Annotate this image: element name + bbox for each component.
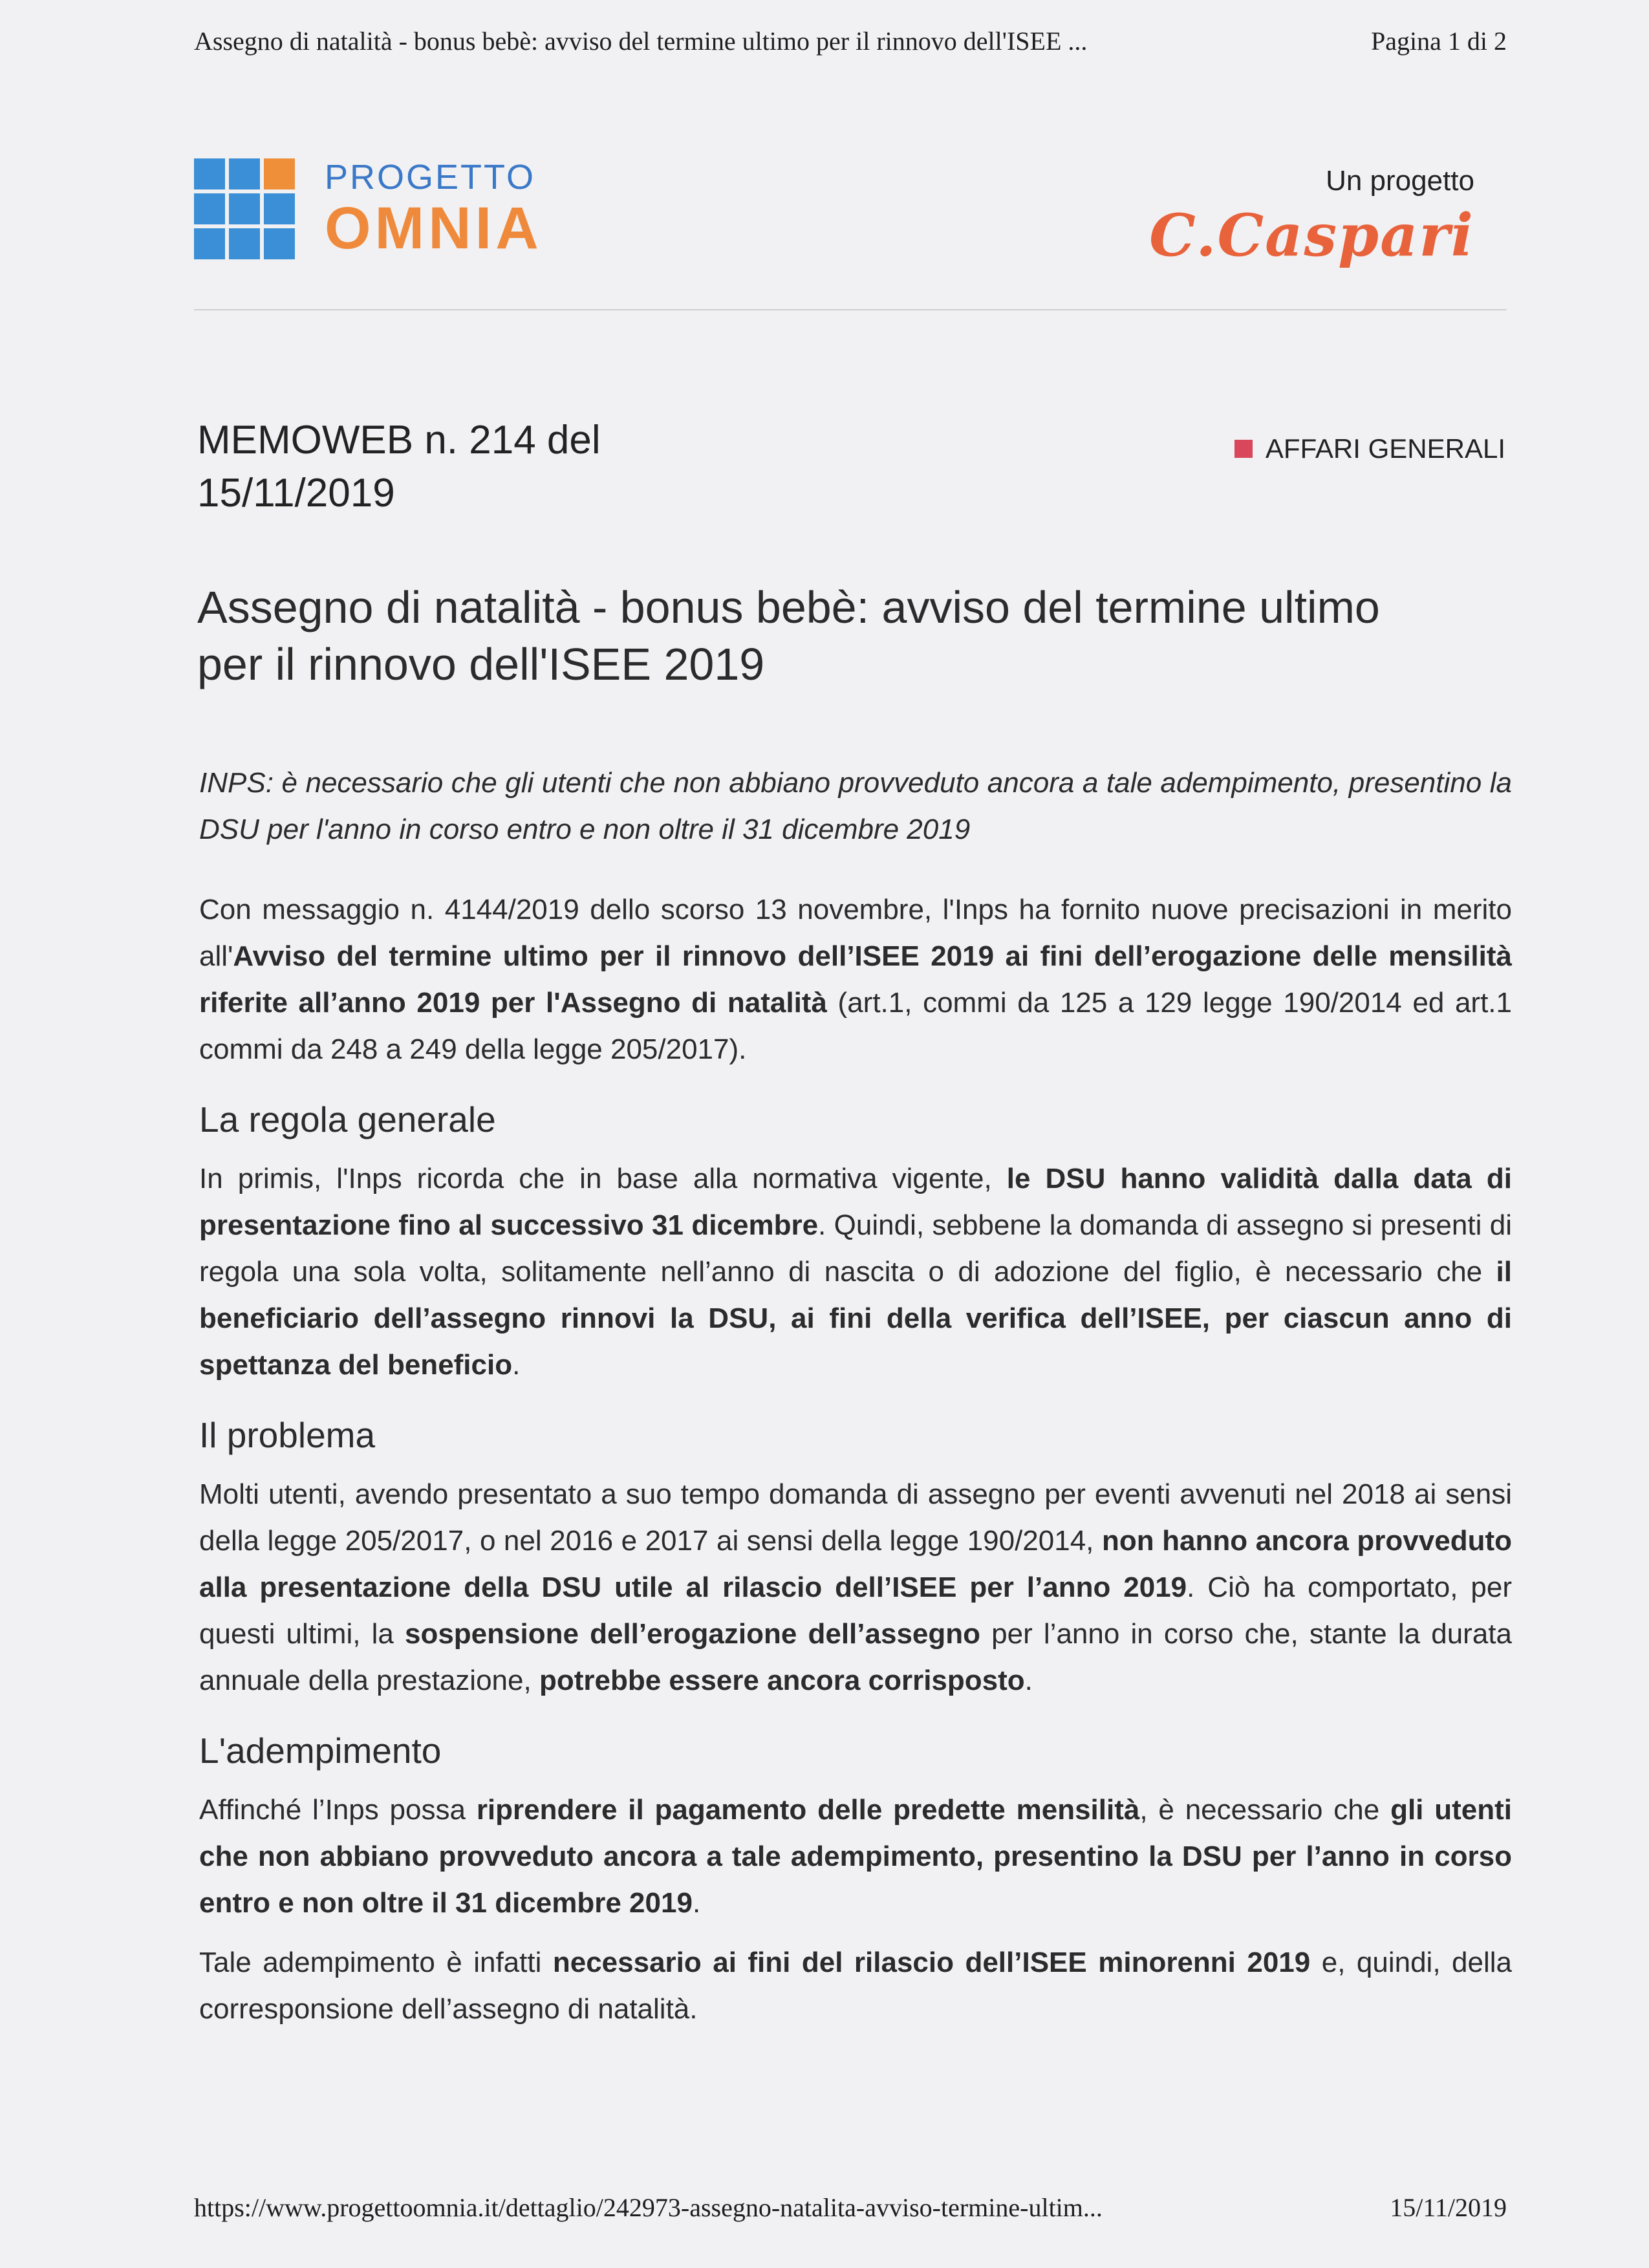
print-header-title: Assegno di natalità - bonus bebè: avviso del termine ultimo per il rinnovo dell'ISEE ... <box>194 27 1088 56</box>
logo-big-text: OMNIA <box>325 195 543 261</box>
header-divider <box>194 309 1507 310</box>
text-span: Con messaggio n. 4144/2019 dello scorso 13 novembre, l'Inps ha fornito nuove precisazioni in merito all' <box>199 894 1512 972</box>
logo-small-text: PROGETTO <box>325 158 536 197</box>
bold-span: non hanno ancora provveduto alla presentazione della DSU utile al rilascio dell’ISEE per l’anno 2019 <box>199 1525 1512 1603</box>
bold-span: riprendere il pagamento delle predette mensilità <box>476 1794 1140 1826</box>
caspari-logo: C.Caspari <box>1149 201 1474 270</box>
print-header <box>194 26 1507 56</box>
bold-span: gli utenti che non abbiano provveduto ancora a tale adempimento, presentino la DSU per l’anno in corso entro e non oltre il 31 dicembre 2019 <box>199 1794 1512 1919</box>
headline-line2: per il rinnovo dell'ISEE 2019 <box>197 639 765 689</box>
memo-title-line2: 15/11/2019 <box>197 471 395 515</box>
print-footer-date: 15/11/2019 <box>1390 2193 1507 2222</box>
text-span: e, quindi, della corresponsione dell’assegno di natalità. <box>199 1947 1512 2025</box>
print-footer-url[interactable]: https://www.progettoomnia.it/dettaglio/242973-assegno-natalita-avviso-termine-ultim... <box>194 2193 1103 2222</box>
bold-span: il beneficiario dell’assegno rinnovi la DSU, ai fini della verifica dell’ISEE, per ciascun anno di spettanza del beneficio <box>199 1256 1512 1381</box>
section-paragraph-regola <box>199 1156 1512 1388</box>
bold-span: Avviso del termine ultimo per il rinnovo dell’ISEE 2019 ai fini dell’erogazione delle mensilità riferite all’anno 2019 per l'Assegno di natalità <box>199 940 1512 1019</box>
text-span: . <box>692 1887 701 1919</box>
section-heading-regola: La regola generale <box>199 1099 496 1139</box>
text-span: per l’anno in corso che, stante la durata annuale della prestazione, <box>199 1618 1512 1696</box>
section-heading-problema: Il problema <box>199 1415 376 1455</box>
text-span: Tale adempimento è infatti <box>199 1947 553 1978</box>
memo-title-line1: MEMOWEB n. 214 del <box>197 418 601 462</box>
section-paragraph-adempimento-2 <box>199 1939 1512 2033</box>
partner-block <box>1149 165 1474 270</box>
intro-paragraph <box>199 887 1512 1073</box>
text-span: Affinché l’Inps possa <box>199 1794 477 1826</box>
article-headline <box>197 579 1510 693</box>
bold-span: sospensione dell’erogazione dell’assegno <box>404 1618 981 1650</box>
text-span: . <box>512 1349 521 1381</box>
print-footer <box>194 2192 1507 2223</box>
text-span: . Ciò ha comportato, per questi ultimi, la <box>199 1571 1512 1650</box>
print-header-page: Pagina 1 di 2 <box>1371 27 1507 56</box>
memo-title <box>197 414 601 520</box>
text-span: In primis, l'Inps ricorda che in base alla normativa vigente, <box>199 1163 1007 1194</box>
text-span: , è necessario che <box>1139 1794 1391 1826</box>
progetto-omnia-logo[interactable] <box>194 158 543 259</box>
text-span: (art.1, commi da 125 a 129 legge 190/2014 ed art.1 commi da 248 a 249 della legge 205/2017). <box>199 987 1512 1065</box>
text-span: . <box>1024 1665 1033 1696</box>
text-span: Molti utenti, avendo presentato a suo tempo domanda di assegno per eventi avvenuti nel 2018 ai sensi della legge 205/2017, o nel 2016 e 2017 ai sensi della legge 190/2014, <box>199 1478 1512 1557</box>
category-label: AFFARI GENERALI <box>1265 433 1505 464</box>
article-body <box>199 760 1512 2046</box>
bold-span: necessario ai fini del rilascio dell’ISEE minorenni 2019 <box>552 1947 1311 1978</box>
section-heading-adempimento: L'adempimento <box>199 1731 442 1771</box>
category-badge[interactable] <box>1234 433 1505 464</box>
headline-line1: Assegno di natalità - bonus bebè: avviso del termine ultimo <box>197 582 1380 632</box>
partner-label: Un progetto <box>1326 165 1474 197</box>
article-subtitle: INPS: è necessario che gli utenti che non abbiano provveduto ancora a tale adempimento, presentino la DSU per l'anno in corso entro e non oltre il 31 dicembre 2019 <box>199 767 1512 845</box>
bold-span: potrebbe essere ancora corrisposto <box>539 1665 1025 1696</box>
section-paragraph-adempimento-1 <box>199 1787 1512 1927</box>
logo-grid-icon <box>194 158 295 259</box>
category-marker-icon <box>1234 440 1253 458</box>
bold-span: le DSU hanno validità dalla data di presentazione fino al successivo 31 dicembre <box>199 1163 1512 1241</box>
section-paragraph-problema <box>199 1471 1512 1704</box>
text-span: . Quindi, sebbene la domanda di assegno si presenti di regola una sola volta, solitamente nell’anno di nascita o di adozione del figlio, è necessario che <box>199 1209 1512 1288</box>
